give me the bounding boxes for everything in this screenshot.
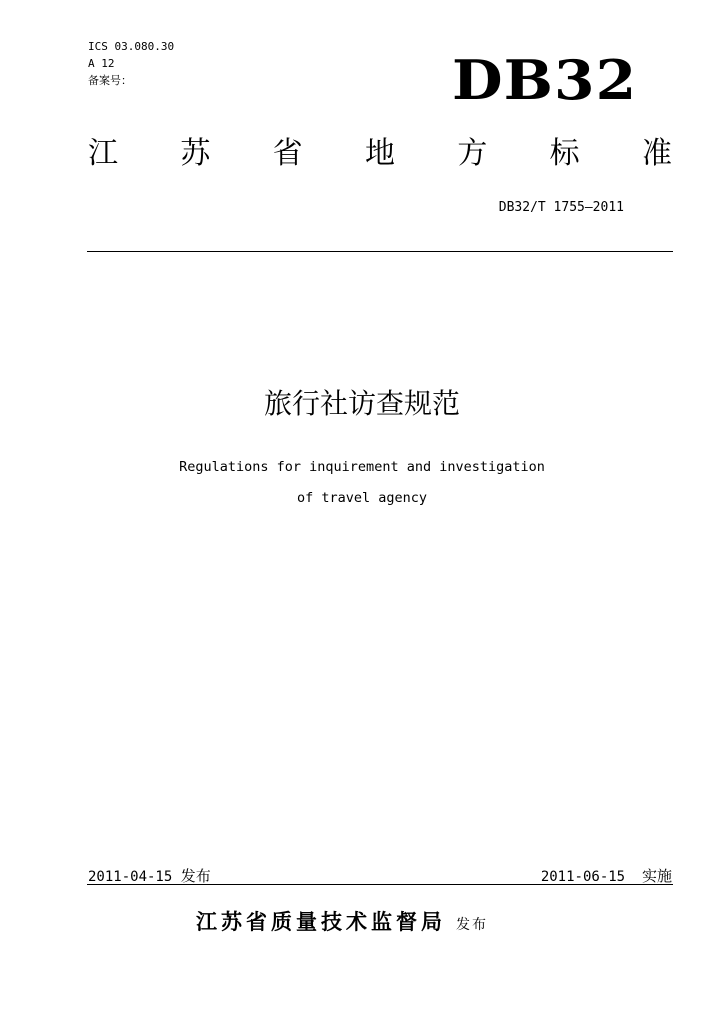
implementation-label: 实施 (641, 867, 672, 885)
standard-type-char: 苏 (180, 136, 211, 171)
issue-date: 2011-04-15 (88, 869, 173, 885)
issue-label: 发布 (180, 867, 211, 885)
db32-logo: DB32 (452, 48, 638, 112)
standard-type-char: 江 (88, 136, 118, 171)
standard-type-char: 标 (549, 136, 580, 171)
standard-type-char: 地 (364, 136, 395, 171)
standard-type-heading (88, 134, 672, 174)
class-code: A 12 (88, 57, 115, 70)
record-number-label: 备案号： (88, 74, 132, 87)
authority-name: 江苏省质量技术监督局 (196, 910, 446, 934)
standard-number: DB32/T 1755—2011 (498, 200, 624, 215)
authority-suffix: 发布 (456, 917, 488, 933)
ics-code: ICS 03.080.30 (88, 40, 175, 53)
issue-date-block (88, 865, 211, 886)
title-en-line-1: Regulations for inquirement and investigation (179, 459, 545, 475)
issuing-authority (196, 906, 488, 936)
top-divider (87, 251, 673, 252)
standard-type-char: 准 (641, 136, 672, 171)
document-title-en (0, 452, 724, 514)
implementation-date-block (541, 865, 672, 886)
standard-type-char: 省 (272, 136, 303, 171)
implementation-date: 2011-06-15 (540, 869, 626, 885)
bottom-divider (87, 884, 673, 885)
title-en-line-2: of travel agency (296, 490, 428, 506)
classification-block (88, 38, 174, 89)
document-title-cn: 旅行社访查规范 (263, 387, 460, 420)
standard-type-char: 方 (457, 136, 488, 171)
